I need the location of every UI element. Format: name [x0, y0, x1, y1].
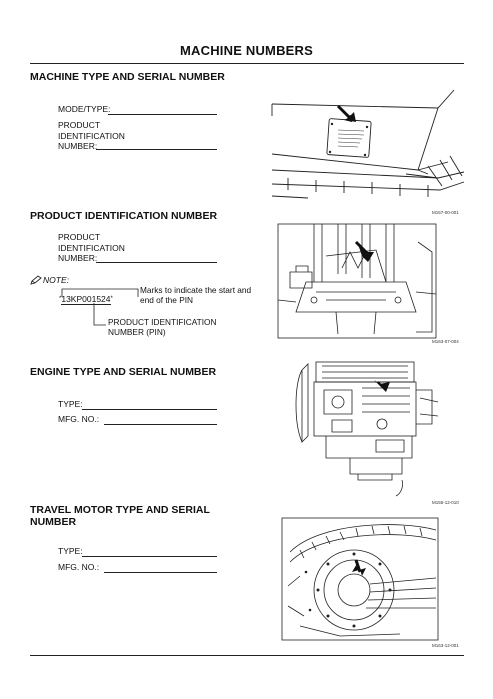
engine-type-label: TYPE:	[58, 399, 83, 409]
machine-pin-label: PRODUCT IDENTIFICATION NUMBER:	[58, 120, 125, 151]
pin-location-illustration	[276, 222, 438, 340]
footer-rule	[30, 655, 464, 656]
travel-motor-heading: TRAVEL MOTOR TYPE AND SERIAL NUMBER	[30, 504, 210, 528]
machine-plate-illustration	[268, 86, 466, 208]
travel-motor-illustration	[280, 516, 440, 642]
mode-type-label: MODE/TYPE:	[58, 104, 111, 114]
engine-figure-code: M155-12-010	[432, 500, 459, 505]
engine-mfg-label: MFG. NO.:	[58, 414, 100, 424]
engine-illustration	[292, 354, 442, 498]
pin-field[interactable]	[96, 262, 217, 263]
mode-type-field[interactable]	[108, 114, 217, 115]
pin-heading: PRODUCT IDENTIFICATION NUMBER	[30, 210, 218, 222]
note-label: NOTE:	[43, 275, 69, 285]
machine-figure-code: M157-00-001	[432, 210, 459, 215]
pin-figure-code: M163-07-004	[432, 339, 459, 344]
travel-motor-type-label: TYPE:	[58, 546, 83, 556]
travel-motor-mfg-label: MFG. NO.:	[58, 562, 100, 572]
page-title: MACHINE NUMBERS	[180, 43, 313, 58]
pin-label: PRODUCT IDENTIFICATION NUMBER:	[58, 232, 125, 263]
engine-type-field[interactable]	[82, 409, 217, 410]
pin-example: *13KP001524*	[59, 294, 113, 304]
travel-motor-figure-code: M163-12-001	[432, 643, 459, 648]
title-rule	[30, 63, 464, 64]
engine-heading: ENGINE TYPE AND SERIAL NUMBER	[30, 366, 217, 378]
machine-pin-field[interactable]	[96, 149, 217, 150]
travel-motor-mfg-field[interactable]	[104, 572, 217, 573]
machine-type-heading: MACHINE TYPE AND SERIAL NUMBER	[30, 71, 225, 83]
engine-mfg-field[interactable]	[104, 424, 217, 425]
travel-motor-type-field[interactable]	[82, 556, 217, 557]
pin-caption: PRODUCT IDENTIFICATION NUMBER (PIN)	[108, 317, 217, 337]
marks-note: Marks to indicate the start and end of the PIN	[140, 285, 252, 305]
pencil-icon	[30, 275, 42, 285]
